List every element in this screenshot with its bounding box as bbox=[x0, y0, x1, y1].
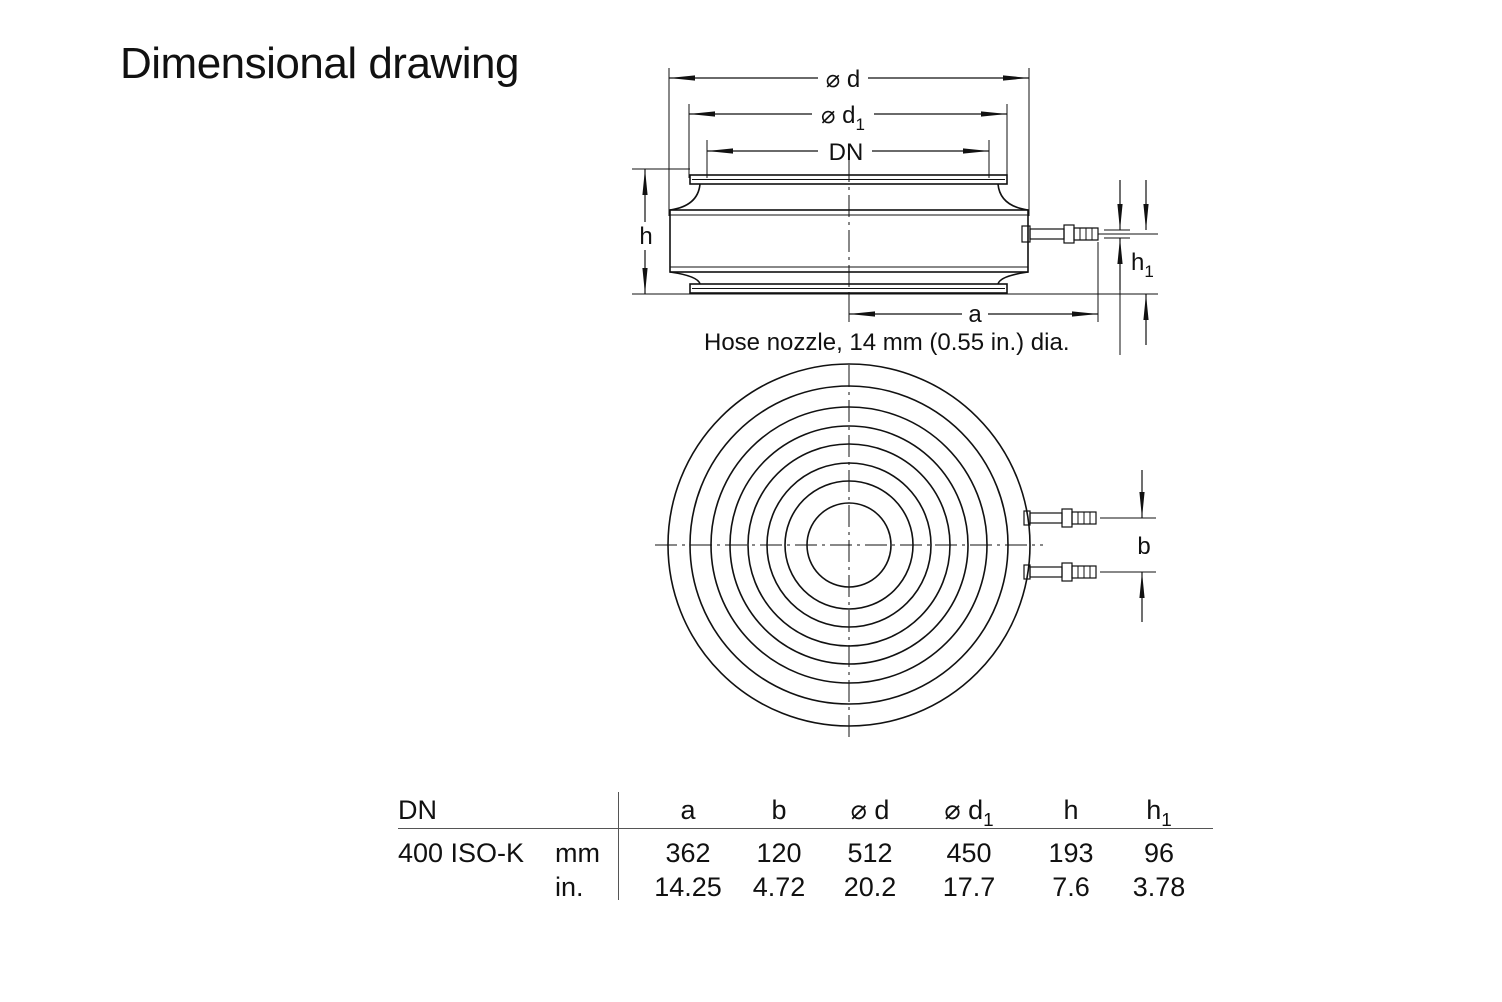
header-d1-sub: 1 bbox=[983, 809, 994, 831]
label-d: ⌀ d bbox=[825, 66, 861, 93]
header-d1-main: ⌀ d bbox=[944, 795, 984, 825]
header-dn: DN bbox=[398, 795, 437, 825]
size-label: 400 ISO-K bbox=[398, 838, 525, 868]
unit-mm: mm bbox=[555, 838, 600, 868]
side-labels bbox=[639, 66, 1154, 356]
label-h1 bbox=[1131, 249, 1154, 281]
value-d1-in: 17.7 bbox=[942, 872, 996, 902]
header-h: h bbox=[1063, 795, 1079, 825]
value-b-mm: 120 bbox=[756, 838, 802, 868]
value-d-mm: 512 bbox=[847, 838, 893, 868]
label-d1-main: ⌀ d bbox=[821, 102, 856, 129]
page-title: Dimensional drawing bbox=[120, 39, 519, 88]
header-b: b bbox=[771, 795, 787, 825]
value-b-in: 4.72 bbox=[752, 872, 806, 902]
header-d: ⌀ d bbox=[850, 795, 890, 825]
side-dimension-lines bbox=[632, 68, 1158, 355]
label-d1-sub: 1 bbox=[855, 115, 865, 134]
label-dn: DN bbox=[828, 139, 864, 166]
label-h1-sub: 1 bbox=[1144, 262, 1154, 281]
header-a: a bbox=[680, 795, 696, 825]
label-d1 bbox=[821, 102, 865, 134]
label-h: h bbox=[639, 223, 653, 250]
label-h1-main: h bbox=[1131, 249, 1145, 276]
table-header-rule bbox=[398, 828, 1213, 829]
table-column-rule bbox=[618, 792, 619, 900]
value-d-in: 20.2 bbox=[843, 872, 897, 902]
value-h-mm: 193 bbox=[1048, 838, 1094, 868]
header-h1 bbox=[1109, 795, 1209, 831]
value-h1-in: 3.78 bbox=[1132, 872, 1186, 902]
value-a-in: 14.25 bbox=[654, 872, 722, 902]
label-b: b bbox=[1137, 533, 1151, 560]
value-h1-mm: 96 bbox=[1143, 838, 1175, 868]
hose-nozzle-note: Hose nozzle, 14 mm (0.55 in.) dia. bbox=[704, 329, 1070, 356]
unit-in: in. bbox=[555, 872, 584, 902]
header-h1-sub: 1 bbox=[1161, 809, 1172, 831]
value-h-in: 7.6 bbox=[1052, 872, 1090, 902]
top-view bbox=[655, 364, 1096, 740]
header-d1 bbox=[919, 795, 1019, 831]
value-a-mm: 362 bbox=[665, 838, 711, 868]
label-a: a bbox=[968, 301, 982, 328]
header-h1-main: h bbox=[1146, 795, 1162, 825]
dimension-arrows bbox=[645, 78, 1146, 345]
value-d1-mm: 450 bbox=[946, 838, 992, 868]
